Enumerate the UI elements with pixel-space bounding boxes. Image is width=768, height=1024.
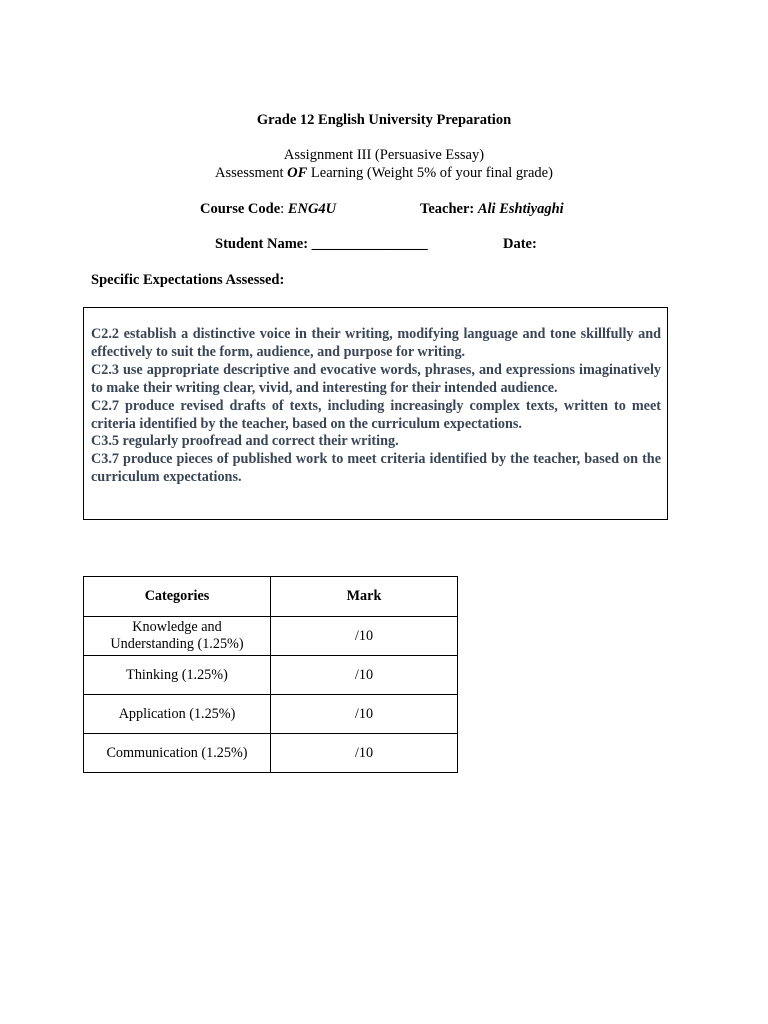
expectations-heading: Specific Expectations Assessed: bbox=[91, 272, 285, 288]
mark-cell: /10 bbox=[271, 656, 458, 695]
rubric-header-row bbox=[84, 577, 458, 617]
document-title: Grade 12 English University Preparation bbox=[256, 112, 512, 128]
teacher-field bbox=[420, 200, 564, 218]
expectation-item: C2.3 use appropriate descriptive and evocative words, phrases, and expressions imaginatively to make their writing clear, vivid, and interesting for their intended audience. bbox=[91, 361, 661, 396]
assessment-suffix: Learning (Weight 5% of your final grade) bbox=[307, 165, 553, 181]
category-cell: Thinking (1.25%) bbox=[84, 656, 271, 695]
course-code-field bbox=[200, 200, 336, 218]
table-row bbox=[84, 656, 458, 695]
expectation-item: C2.7 produce revised drafts of texts, including increasingly complex texts, written to meet criteria identified by the teacher, based on the curriculum expectations. bbox=[91, 397, 661, 432]
mark-cell: /10 bbox=[271, 734, 458, 773]
assignment-subtitle: Assignment III (Persuasive Essay) bbox=[283, 147, 485, 163]
teacher-label: Teacher: bbox=[420, 201, 478, 217]
teacher-value: Ali Eshtiyaghi bbox=[477, 201, 564, 217]
course-code-value: ENG4U bbox=[287, 201, 337, 217]
course-code-separator: : bbox=[280, 201, 288, 217]
table-row bbox=[84, 617, 458, 656]
category-cell bbox=[84, 617, 271, 656]
category-cell: Application (1.25%) bbox=[84, 695, 271, 734]
table-row bbox=[84, 695, 458, 734]
course-code-label: Course Code bbox=[200, 201, 281, 217]
expectation-item: C3.5 regularly proofread and correct their writing. bbox=[91, 433, 399, 450]
expectations-box bbox=[83, 307, 668, 520]
mark-cell: /10 bbox=[271, 695, 458, 734]
expectation-item: C2.2 establish a distinctive voice in their writing, modifying language and tone skillfully and effectively to suit the form, audience, and purpose for writing. bbox=[91, 326, 661, 360]
table-row bbox=[84, 734, 458, 773]
student-name-field: Student Name: ________________ bbox=[215, 236, 428, 252]
expectation-item: C3.7 produce pieces of published work to meet criteria identified by the teacher, based on the curriculum expectations. bbox=[91, 451, 661, 486]
assessment-weight bbox=[0, 164, 768, 182]
assessment-emphasis: OF bbox=[287, 165, 308, 181]
mark-header: Mark bbox=[271, 577, 458, 617]
category-line: Understanding (1.25%) bbox=[110, 636, 244, 652]
assessment-prefix: Assessment bbox=[215, 165, 288, 181]
mark-cell: /10 bbox=[271, 617, 458, 656]
categories-header: Categories bbox=[84, 577, 271, 617]
category-cell: Communication (1.25%) bbox=[84, 734, 271, 773]
category-line: Knowledge and bbox=[132, 619, 222, 635]
rubric-table bbox=[83, 576, 458, 773]
date-field: Date: bbox=[503, 236, 537, 252]
